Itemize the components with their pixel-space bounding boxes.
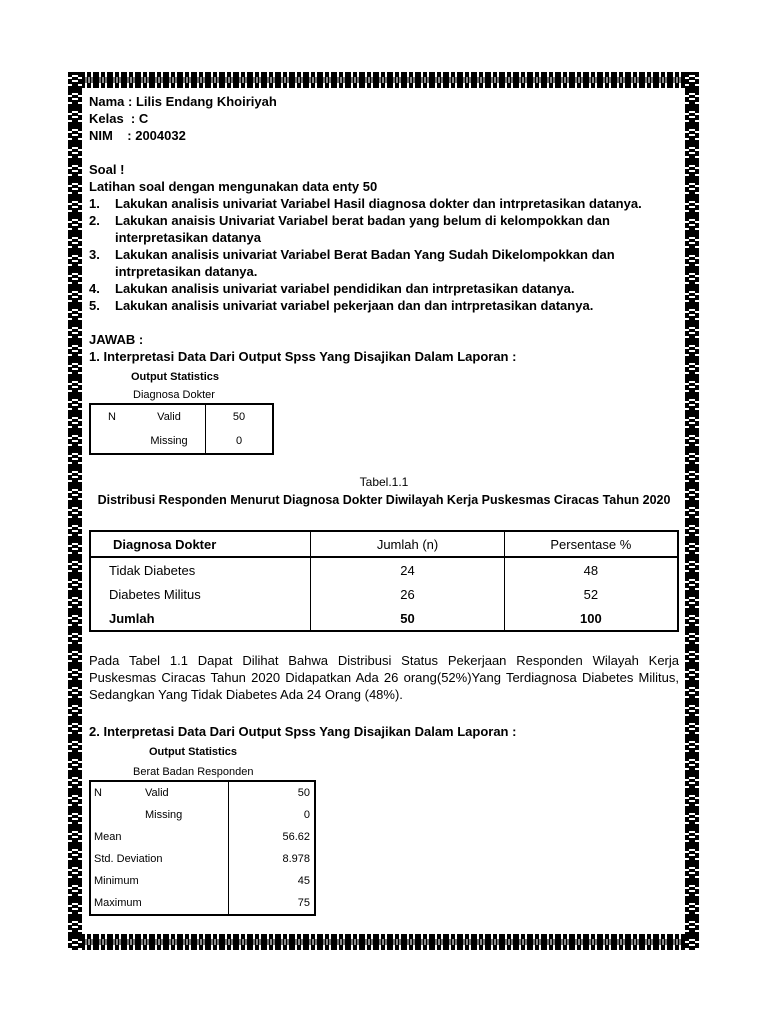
soal-item-text: Lakukan analisis univariat variabel pekerjaan dan dan intrpretasikan datanya. (115, 298, 594, 313)
border-bottom (68, 934, 699, 950)
soal-item (89, 246, 679, 280)
stats1-variable: Diagnosa Dokter (133, 389, 215, 401)
stats1-table (89, 403, 274, 455)
student-class: Kelas : C (89, 111, 149, 126)
stats1-n-label: N (108, 411, 116, 423)
stats2-row-value: 45 (229, 870, 316, 892)
soal-item (89, 297, 679, 314)
table-row (90, 429, 273, 454)
stats2-valid-label: Valid (145, 787, 169, 799)
stats2-row-label: Minimum (94, 875, 139, 887)
table-row (90, 804, 315, 826)
stats1-missing-value: 0 (206, 429, 274, 454)
table-row (90, 404, 273, 429)
stats2-row-value: 8.978 (229, 848, 316, 870)
table-row (90, 870, 315, 892)
stats2-row-value: 56.62 (229, 826, 316, 848)
table1-caption: Tabel.1.1 (359, 475, 409, 489)
soal-item-text: Lakukan analisis univariat variabel pendidikan dan intrpretasikan datanya. (115, 281, 575, 296)
stats2-missing-label: Missing (145, 809, 183, 821)
stats2-row-label: Mean (94, 831, 122, 843)
stats2-row-label: Std. Deviation (94, 853, 163, 865)
table1-header-jumlah: Jumlah (n) (311, 531, 504, 557)
soal-item-number: 2. (89, 213, 100, 228)
stats2-row-value: 75 (229, 892, 316, 915)
table1-cell: 26 (311, 582, 504, 606)
soal-item-number: 1. (89, 196, 100, 211)
soal-item-number: 5. (89, 298, 100, 313)
soal-item-text: Lakukan analisis univariat Variabel Hasil diagnosa dokter dan intrpretasikan datanya. (115, 196, 642, 211)
soal-title: Soal ! (89, 162, 125, 177)
table-row (90, 557, 678, 582)
stats2-row-label: Maximum (94, 897, 142, 909)
empty-cell (90, 804, 135, 826)
soal-item-text: Lakukan analisis univariat Variabel Berat Badan Yang Sudah Dikelompokkan dan intrpretasikan datanya. (115, 247, 615, 279)
jawab-title: JAWAB : (89, 332, 144, 347)
stats2-n-label: N (94, 787, 102, 799)
table1 (89, 530, 679, 632)
soal-item-text: Lakukan anaisis Univariat Variabel berat badan yang belum di kelompokkan dan interpretasikan datanya (115, 213, 610, 245)
table-header-row (90, 531, 678, 557)
soal-item (89, 280, 679, 297)
table1-cell: Diabetes Militus (90, 582, 311, 606)
interpretation-paragraph: Pada Tabel 1.1 Dapat Dilihat Bahwa Distribusi Status Pekerjaan Responden Wilayah Kerja Puskesmas Ciracas Tahun 2020 Didapatkan Ada 26 orang(52%)Yang Terdiagnosa Diabetes Militus, Sedangkan Yang Tidak Diabetes Ada 24 Orang (48%). (89, 653, 679, 702)
soal-intro: Latihan soal dengan mengunakan data enty 50 (89, 179, 378, 194)
student-name: Nama : Lilis Endang Khoiriyah (89, 94, 277, 109)
table1-header-persentase: Persentase % (504, 531, 678, 557)
stats2-variable: Berat Badan Responden (133, 766, 254, 778)
soal-list (89, 195, 679, 314)
soal-item (89, 212, 679, 246)
section-1-heading: 1. Interpretasi Data Dari Output Spss Yang Disajikan Dalam Laporan : (89, 349, 517, 364)
soal-item (89, 195, 679, 212)
stats2-table (89, 780, 316, 916)
table1-title: Distribusi Responden Menurut Diagnosa Dokter Diwilayah Kerja Puskesmas Ciracas Tahun 2020 (97, 493, 671, 507)
stats1-title: Output Statistics (131, 371, 220, 383)
table1-header-diagnosa: Diagnosa Dokter (90, 531, 311, 557)
empty-cell (90, 429, 133, 454)
section-2-heading: 2. Interpretasi Data Dari Output Spss Yang Disajikan Dalam Laporan : (89, 724, 517, 739)
stats1-missing-label: Missing (150, 435, 188, 447)
table-row (90, 892, 315, 915)
table-total-row (90, 606, 678, 631)
table-row (90, 848, 315, 870)
table1-cell: 52 (504, 582, 678, 606)
stats1-valid-label: Valid (157, 411, 181, 423)
stats2-missing-value: 0 (229, 804, 316, 826)
table1-total-label: Jumlah (90, 606, 311, 631)
table-row (90, 826, 315, 848)
table-row (90, 781, 315, 804)
stats1-valid-value: 50 (206, 404, 274, 429)
table1-cell: 24 (311, 557, 504, 582)
soal-item-number: 4. (89, 281, 100, 296)
border-top (68, 72, 699, 88)
table1-cell: Tidak Diabetes (90, 557, 311, 582)
student-nim: NIM : 2004032 (89, 128, 186, 143)
stats2-title: Output Statistics (149, 746, 238, 758)
soal-item-number: 3. (89, 247, 100, 262)
table1-cell: 48 (504, 557, 678, 582)
table1-total-jumlah: 50 (311, 606, 504, 631)
table1-total-persentase: 100 (504, 606, 678, 631)
document-content (89, 93, 679, 916)
stats2-valid-value: 50 (229, 781, 316, 804)
table-row (90, 582, 678, 606)
border-right (685, 72, 699, 950)
border-left (68, 72, 82, 950)
